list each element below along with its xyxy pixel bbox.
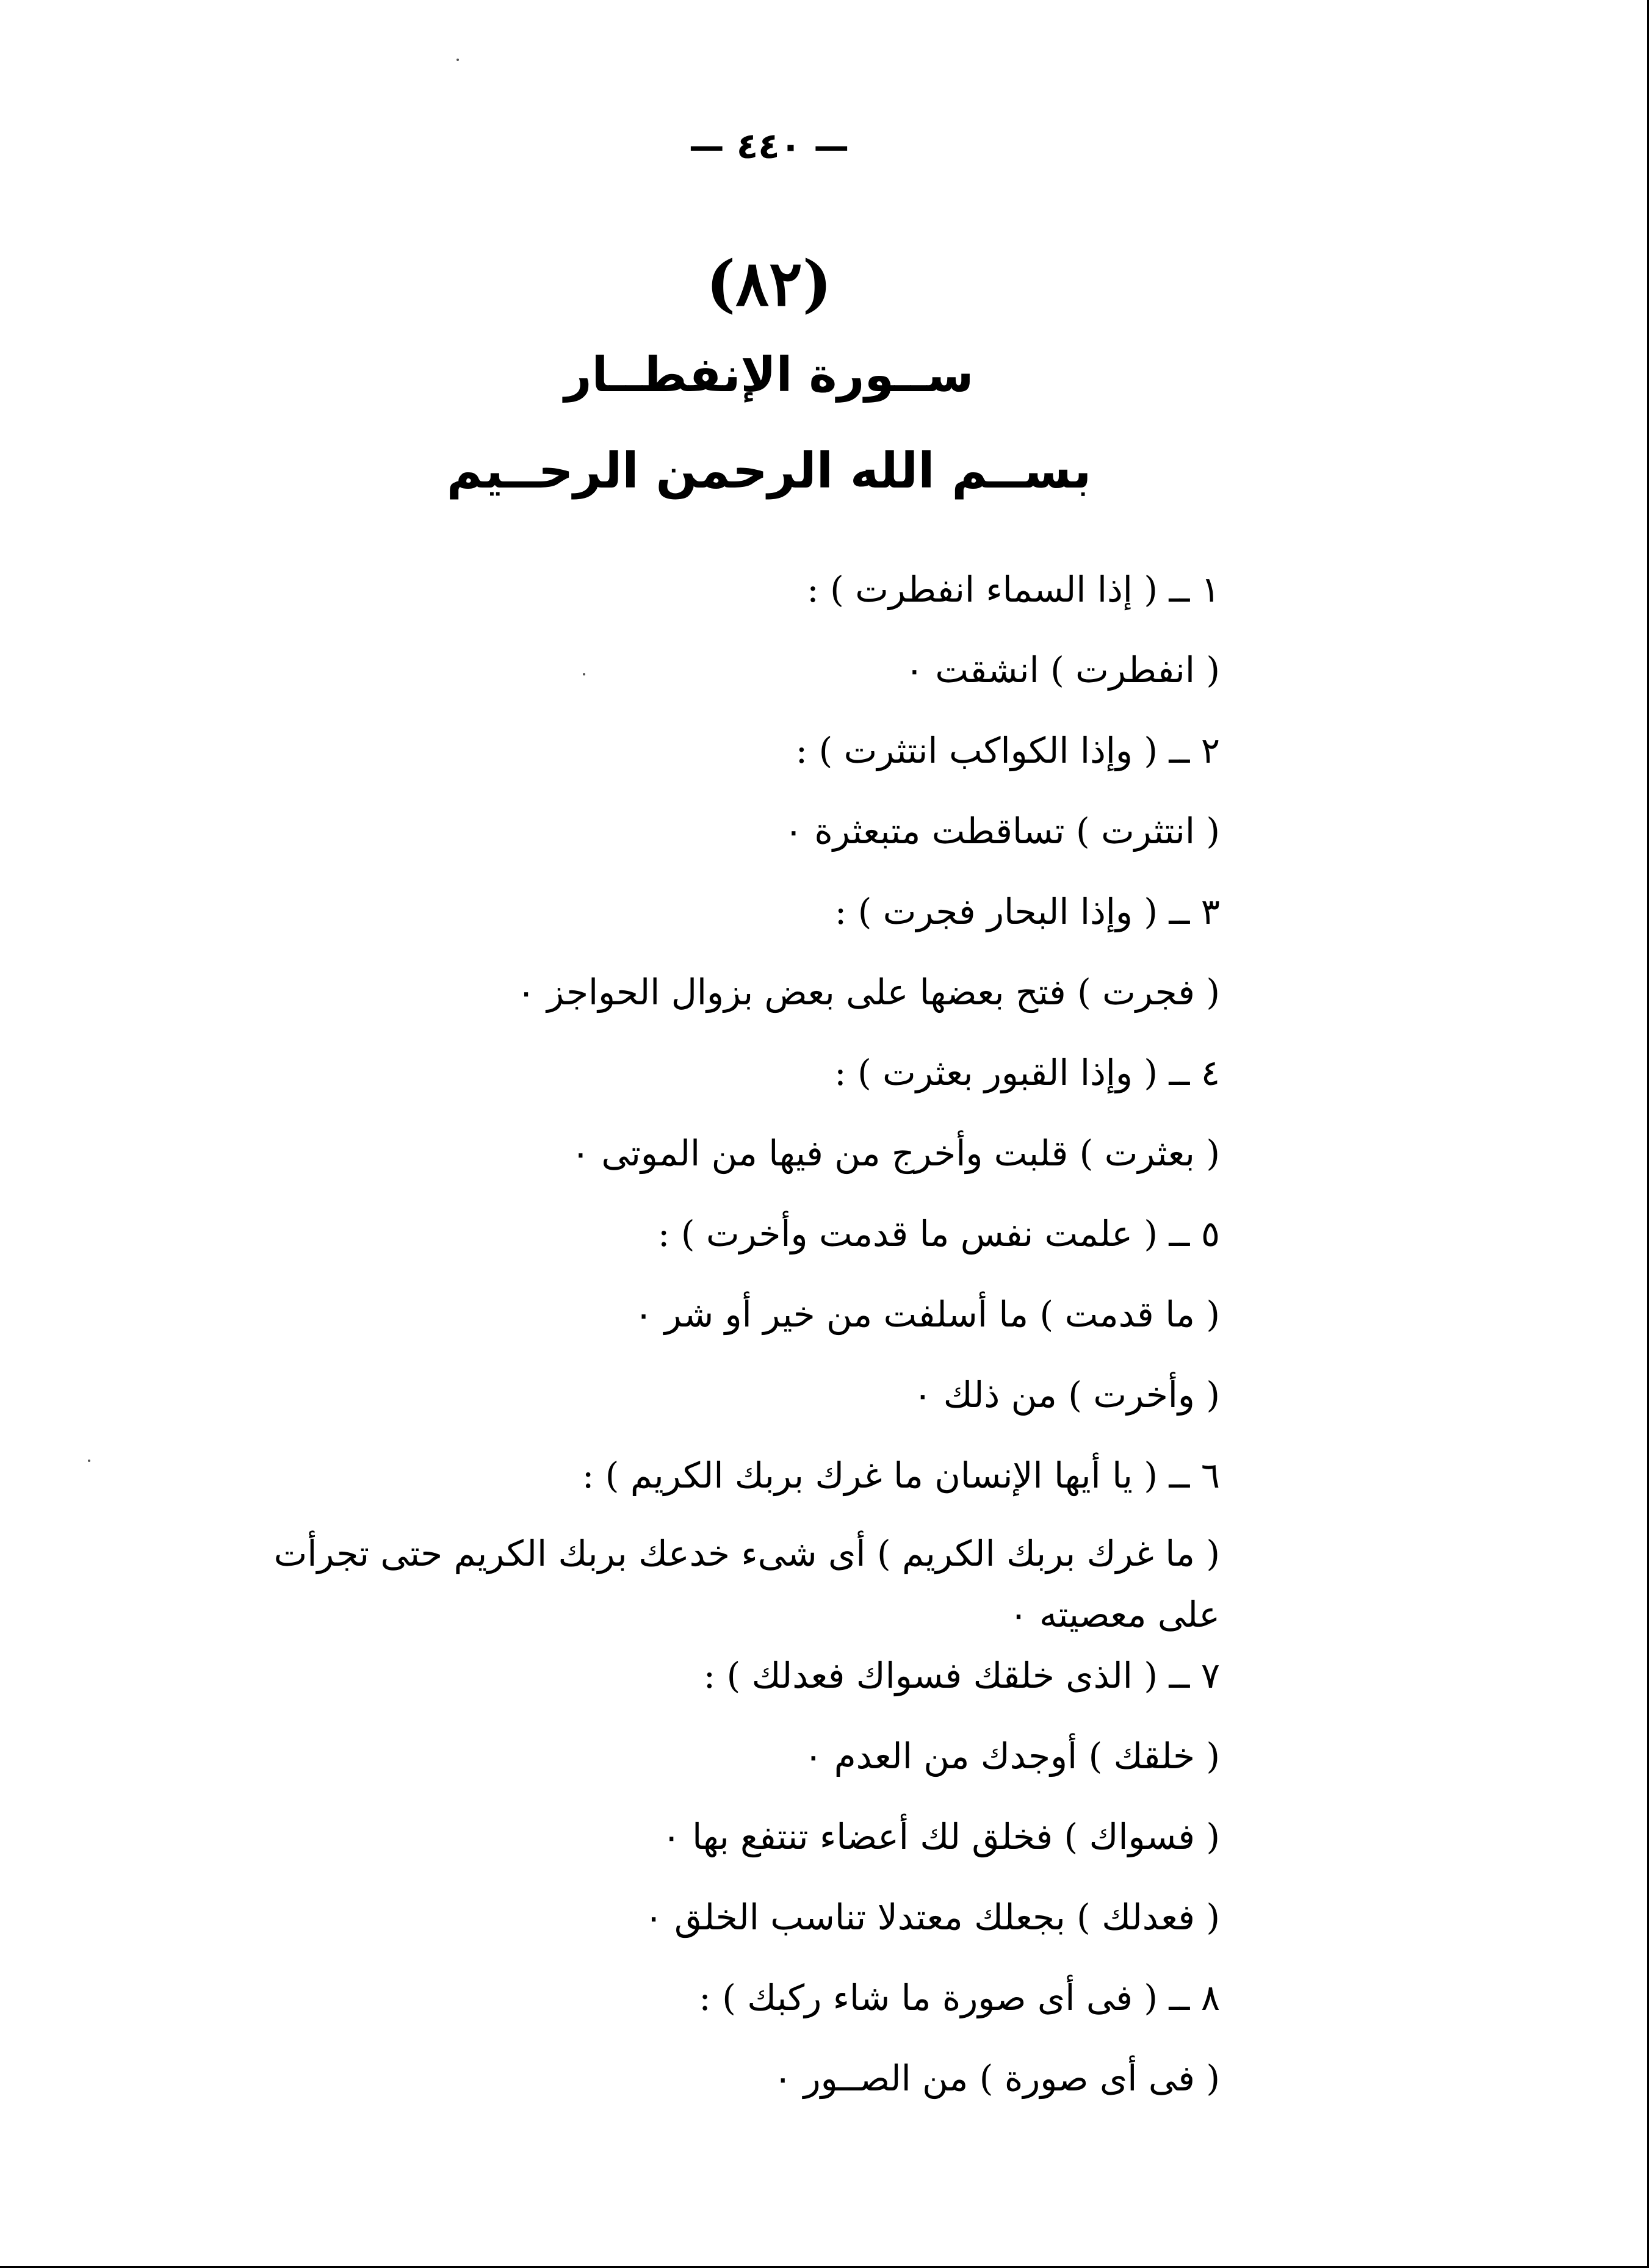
line-14: ٧ ــ ( الذى خلقك فسواك فعدلك ) : [703, 1655, 1220, 1696]
line-15: ( خلقك ) أوجدك من العدم ٠ [804, 1735, 1220, 1777]
line-6: ( فجرت ) فتح بعضها على بعض بزوال الحواجز ٠ [516, 971, 1220, 1013]
scan-speck [456, 59, 459, 61]
line-17: ( فعدلك ) بجعلك معتدلا تناسب الخلق ٠ [644, 1896, 1220, 1938]
line-19: ( فى أى صورة ) من الصــور ٠ [773, 2057, 1220, 2099]
line-7: ٤ ــ ( وإذا القبور بعثرت ) : [834, 1052, 1220, 1093]
scan-speck [88, 1460, 90, 1462]
basmala: بســم الله الرحمن الرحــيم [446, 442, 1092, 499]
line-9: ٥ ــ ( علمت نفس ما قدمت وأخرت ) : [657, 1213, 1220, 1255]
line-8: ( بعثرت ) قلبت وأخرج من فيها من الموتى ٠ [571, 1132, 1220, 1174]
chapter-number: (٨٢) [705, 247, 832, 320]
line-12: ٦ ــ ( يا أيها الإنسان ما غرك بربك الكريم ) : [582, 1455, 1220, 1496]
scan-speck [583, 673, 585, 675]
line-13-part-1: ( ما غرك بربك الكريم ) أى شىء خدعك بربك الكريم حتى تجرأت [273, 1533, 1220, 1574]
commentary-lines [182, 567, 1220, 2137]
line-1: ١ ــ ( إذا السماء انفطرت ) : [807, 569, 1220, 610]
line-3: ٢ ــ ( وإذا الكواكب انتثرت ) : [795, 730, 1220, 771]
line-13-part-2: على معصيته ٠ [1009, 1594, 1220, 1635]
line-10: ( ما قدمت ) ما أسلفت من خير أو شر ٠ [634, 1294, 1220, 1335]
line-5: ٣ ــ ( وإذا البحار فجرت ) : [834, 891, 1220, 932]
line-18: ٨ ــ ( فى أى صورة ما شاء ركبك ) : [699, 1977, 1220, 2018]
line-11: ( وأخرت ) من ذلك ٠ [913, 1374, 1220, 1416]
line-13 [182, 1534, 1220, 1654]
line-2: ( انفطرت ) انشقت ٠ [904, 649, 1220, 691]
surah-title: ســورة الإنفطــار [564, 348, 974, 403]
page-number: — ٤٤٠ — [688, 125, 850, 167]
line-4: ( انتثرت ) تساقطت متبعثرة ٠ [784, 810, 1220, 852]
line-16: ( فسواك ) فخلق لك أعضاء تنتفع بها ٠ [662, 1816, 1220, 1857]
